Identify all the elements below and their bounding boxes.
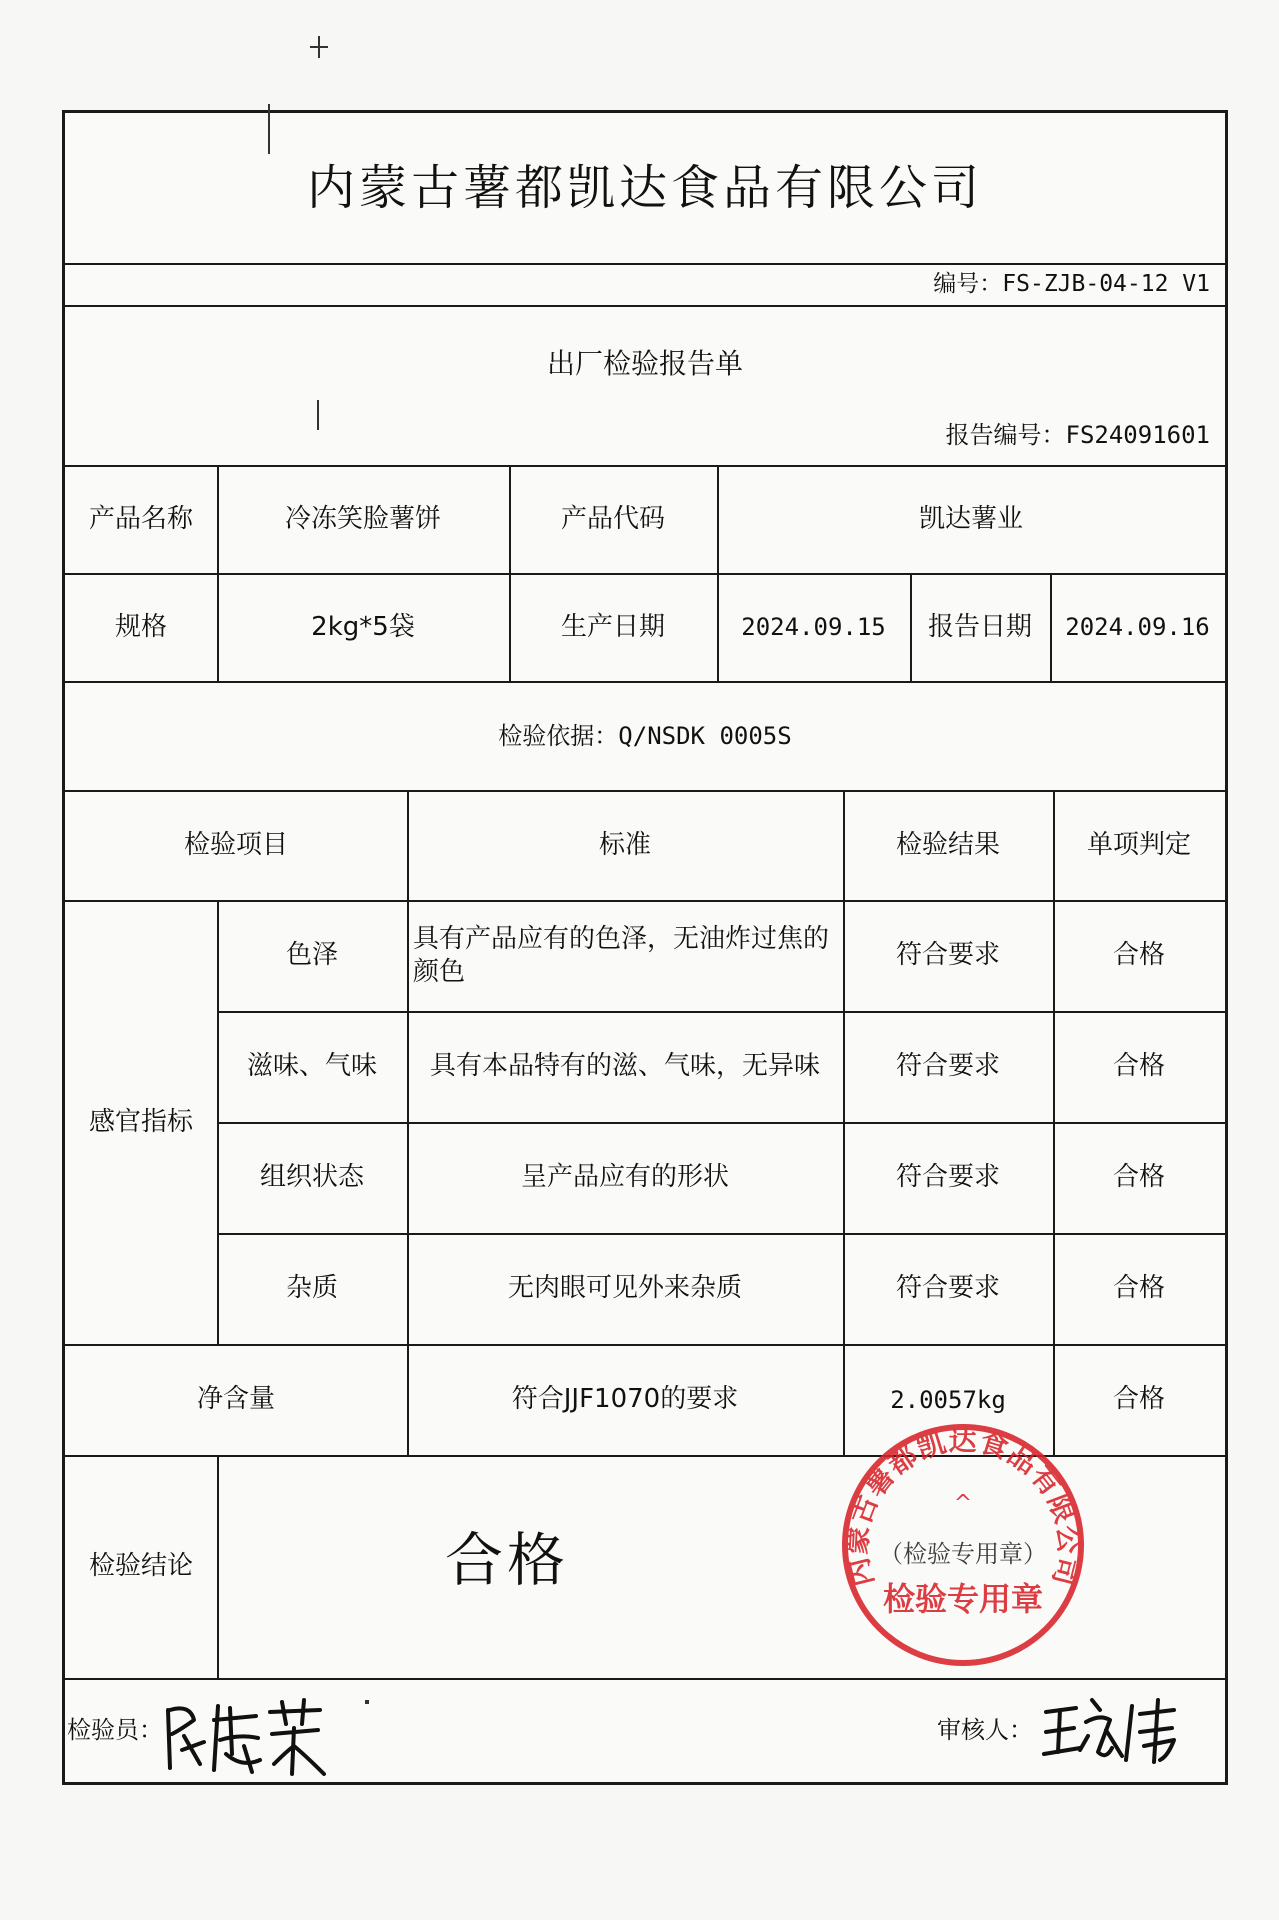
sensory-judgement: 合格 (1112, 1051, 1165, 1082)
inspector-label: 检验员： (67, 1716, 163, 1744)
rule (65, 305, 1225, 307)
sensory-judgement: 合格 (1112, 1273, 1165, 1304)
production-date-label: 生产日期 (560, 611, 665, 642)
document-number: 编号：FS-ZJB-04-12 V1 (933, 270, 1210, 297)
net-content-item: 净含量 (196, 1384, 275, 1415)
sensory-judgement: 合格 (1112, 940, 1165, 971)
sensory-result: 符合要求 (895, 1273, 1000, 1304)
product-name-value: 冷冻笑脸薯饼 (284, 503, 441, 534)
sensory-result: 符合要求 (895, 1162, 1000, 1193)
scan-mark (365, 1700, 369, 1704)
reviewer-signature (1040, 1690, 1180, 1770)
rule (65, 1678, 1225, 1680)
product-code-value: 凯达薯业 (918, 503, 1023, 534)
sensory-item: 色泽 (285, 940, 338, 971)
report-date-value: 2024.09.16 (1065, 613, 1210, 641)
sensory-standard: 呈产品应有的形状 (520, 1162, 729, 1193)
sensory-result: 符合要求 (895, 1051, 1000, 1082)
sensory-result: 符合要求 (895, 940, 1000, 971)
net-content-judgement: 合格 (1112, 1384, 1165, 1415)
report-title: 出厂检验报告单 (546, 346, 743, 380)
report-date-label: 报告日期 (927, 611, 1032, 642)
scan-mark (268, 104, 270, 154)
seal-bottom-text: 检验专用章 (882, 1580, 1044, 1618)
sensory-judgement: 合格 (1112, 1162, 1165, 1193)
production-date-value: 2024.09.15 (741, 613, 886, 641)
seal-center-text: （检验专用章） (879, 1540, 1047, 1568)
spec-value: 2kg*5袋 (311, 611, 415, 642)
seal-ring-text: 内蒙古薯都凯达食品有限公司 (840, 1424, 1086, 1590)
sensory-standard: 具有产品应有的色泽，无油炸过焦的颜色 (413, 924, 830, 987)
report-number: 报告编号：FS24091601 (945, 421, 1210, 449)
sensory-standard: 无肉眼可见外来杂质 (507, 1273, 742, 1304)
sensory-item: 组织状态 (259, 1162, 364, 1193)
column-header-result: 检验结果 (895, 829, 1000, 860)
spec-label: 规格 (114, 611, 167, 642)
conclusion-value: 合格 (444, 1525, 569, 1594)
reviewer-label: 审核人： (937, 1716, 1033, 1744)
company-name: 内蒙古薯都凯达食品有限公司 (306, 160, 983, 216)
scan-mark (310, 46, 328, 48)
column-header-item: 检验项目 (183, 829, 288, 860)
sensory-group-label: 感官指标 (88, 1106, 193, 1137)
net-content-result: 2.0057kg (890, 1385, 1006, 1414)
scan-mark (317, 400, 319, 430)
inspection-basis: 检验依据：Q/NSDK 0005S (498, 721, 792, 750)
inspection-seal (838, 1420, 1088, 1670)
sensory-item: 滋味、气味 (246, 1051, 377, 1082)
svg-text:^: ^ (953, 1491, 973, 1516)
product-name-label: 产品名称 (88, 503, 193, 534)
column-header-standard: 标准 (598, 829, 651, 860)
product-code-label: 产品代码 (560, 503, 665, 534)
sensory-standard: 具有本品特有的滋、气味，无异味 (429, 1051, 820, 1082)
conclusion-label: 检验结论 (88, 1551, 193, 1582)
column-header-judgement: 单项判定 (1086, 829, 1191, 860)
net-content-standard: 符合JJF1070的要求 (511, 1384, 739, 1415)
inspector-signature (160, 1690, 330, 1780)
sensory-item: 杂质 (285, 1273, 338, 1304)
